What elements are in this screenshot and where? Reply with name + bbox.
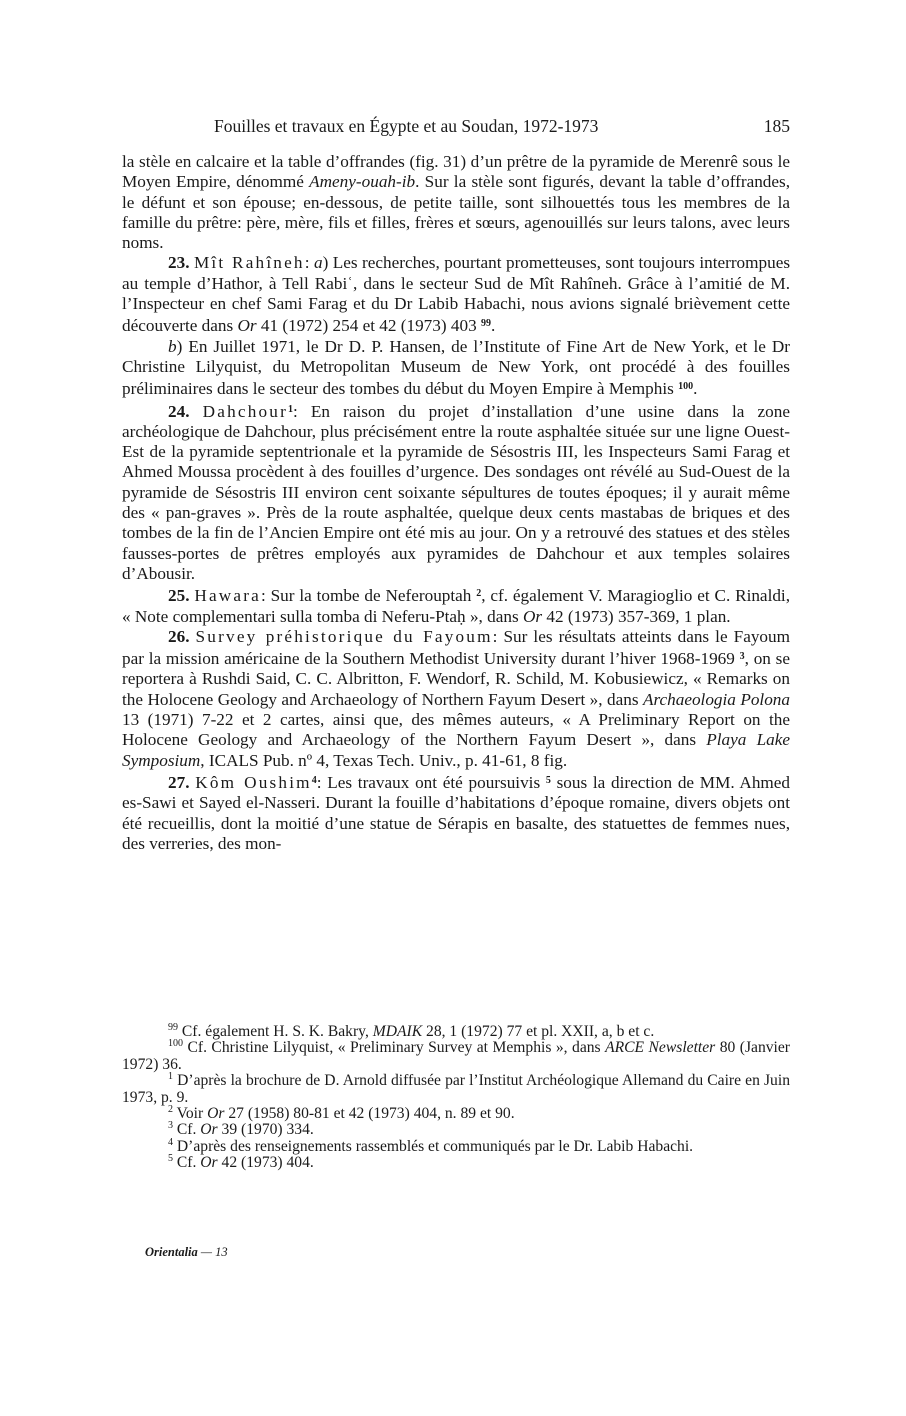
journal-title: Archaeologia Polona (642, 689, 790, 709)
text-run: Voir (173, 1105, 208, 1123)
text-run: 41 (1972) 254 et 42 (1973) 403 (256, 316, 481, 336)
footnote-100 (122, 1040, 790, 1073)
text-run: Cf. également H. S. K. Bakry, (178, 1023, 373, 1040)
footnote-ref: 99 (480, 318, 491, 330)
footnote-99 (122, 1024, 790, 1040)
site-name: Kôm Oushim (195, 772, 312, 792)
journal-abbrev: MDAIK (372, 1023, 423, 1040)
footnote-ref: 3 (739, 651, 745, 663)
footnote-4 (122, 1136, 790, 1155)
text-run: : (304, 253, 314, 273)
footnote-mark: 100 (168, 1038, 183, 1050)
section-23 (122, 253, 790, 336)
footnote-5 (122, 1155, 790, 1171)
section-23-b (122, 337, 790, 400)
text-run: . Sur la stèle sont figurés, devant la table d’offrandes, le défunt et son épouse; en-dessous, de petite taille, sont silhouettés tous les membres de la famille du prêtre: père, mère, fils et filles, frères et sœurs, agenouillés sur leurs talons, avec leurs noms. (122, 172, 790, 253)
text-run: 39 (1970) 334. (217, 1121, 314, 1139)
text-run: , on se reportera à Rushdi Said, C. C. Albritton, F. Wendorf, R. Schild, M. Kobusiewicz, « Remarks on the Holocene Geology and Archaeology of Northern Fayum Desert », dans (122, 649, 790, 709)
journal-abbrev: Or (200, 1121, 218, 1139)
text-run: . (693, 379, 698, 399)
signature-journal: Orientalia (145, 1245, 198, 1259)
journal-title: ARCE Newsletter (605, 1039, 716, 1057)
text-run: 27 (1958) 80-81 et 42 (1973) 404, n. 89 et 90. (224, 1105, 515, 1123)
footnotes (122, 1024, 790, 1172)
site-name: Dahchour (202, 401, 288, 421)
site-name: Hawara (194, 586, 261, 606)
text-run: 42 (1973) 357-369, 1 plan. (542, 606, 731, 626)
section-27 (122, 771, 790, 854)
text-run: : Les travaux ont été poursuivis (316, 772, 546, 792)
italic-name: Ameny-ouah-ib (309, 172, 416, 192)
site-name: Survey préhistorique du Fayoum (195, 626, 493, 646)
text-run: : Sur les résultats atteints dans le Fayoum par la mission américaine de la Southern Methodist University durant l’hiver 1968-1969 (122, 626, 790, 669)
site-name: Mît Rahîneh (193, 253, 305, 273)
footnote-1 (122, 1073, 790, 1106)
footnote-3 (122, 1122, 790, 1138)
section-number: 27. (168, 772, 190, 792)
text-run: 13 (1971) 7-22 et 2 cartes, ainsi que, des mêmes auteurs, « A Preliminary Report on the Holocene Geology and Archaeology of the Northern Fayum Desert », dans (122, 710, 790, 750)
journal-abbrev: Or (200, 1154, 218, 1172)
text-run: Cf. (173, 1154, 201, 1172)
text-run: sous la direction de MM. Ahmed es-Sawi et Sayed el-Nasseri. Durant la fouille d’habitations d’époque romaine, divers objets ont été recueillis, dont la moitié d’une statue de Sérapis en basalte, des statuettes de femmes nues, des verreries, des mon- (122, 772, 791, 853)
text-run: , ICALS Pub. nº 4, Texas Tech. Univ., p. 41-61, 8 fig. (200, 750, 568, 770)
text-run: Cf. Christine Lilyquist, « Preliminary Survey at Memphis », dans (183, 1039, 606, 1057)
text-run: : Sur la tombe de Neferouptah (260, 586, 477, 606)
section-24 (122, 400, 790, 585)
page-number: 185 (763, 116, 790, 136)
section-number: 26. (168, 626, 190, 646)
section-number: 23. (168, 253, 190, 273)
section-26 (122, 627, 790, 771)
section-25 (122, 584, 790, 627)
text-run: la stèle en calcaire et la table d’offrandes (fig. 31) d’un prêtre de la pyramide de Merenrê sous le Moyen Empire, dénommé (122, 152, 790, 192)
footnote-ref: 2 (476, 588, 482, 600)
footnote-2 (122, 1106, 790, 1122)
text-run: . (490, 316, 496, 336)
item-letter: a (313, 253, 323, 273)
footnote-mark: 99 (168, 1022, 178, 1033)
text-run: 80 (Janvier 1972) 36. (122, 1039, 790, 1073)
running-header (122, 116, 790, 140)
signature-number: — 13 (197, 1245, 228, 1259)
text-run: D’après la brochure de D. Arnold diffusée par l’Institut Archéologique Allemand du Caire en Juin 1973, p. 9. (122, 1072, 790, 1106)
paragraph-continuation (122, 152, 790, 253)
footnote-ref: 4 (311, 774, 317, 786)
footnote-ref: 5 (545, 774, 551, 786)
text-run: , cf. également V. Maragioglio et C. Rinaldi, « Note complementari sulla tomba di Neferu-Ptaḥ », dans (122, 586, 791, 626)
section-number: 24. (168, 401, 190, 421)
footnote-mark: 3 (168, 1120, 173, 1132)
journal-abbrev: Or (207, 1105, 225, 1123)
main-text (122, 152, 790, 854)
text-run: ) En Juillet 1971, le Dr D. P. Hansen, de l’Institute of Fine Art de New York, et le Dr Christine Lilyquist, du Metropolitan Museum de New York, ont procédé à des fouilles préliminaires dans le secteur des tombes du début du Moyen Empire à Memphis (122, 336, 790, 399)
section-number: 25. (168, 586, 190, 606)
footnote-ref: 1 (288, 403, 293, 415)
footnote-mark: 1 (168, 1071, 173, 1083)
text-run: 42 (1973) 404. (217, 1154, 314, 1172)
text-run: ) Les recherches, pourtant prometteuses, sont toujours interrompues au temple d’Hathor, à Tell Rabiʿ, dans le secteur Sud de Mît Rahîneh. Grâce à l’amitié de M. l’Inspecteur en chef Sami Farag et du Dr Labib Habachi, nous avions signalé brièvement cette découverte dans (122, 253, 791, 336)
text-run: Cf. (173, 1121, 201, 1139)
footnote-mark: 4 (168, 1136, 173, 1148)
journal-abbrev: Or (237, 316, 257, 336)
footnote-mark: 5 (168, 1153, 173, 1165)
running-title: Fouilles et travaux en Égypte et au Soudan, 1972-1973 (214, 116, 599, 136)
item-letter: b (168, 336, 177, 356)
journal-abbrev: Or (522, 606, 543, 626)
text-run: 28, 1 (1972) 77 et pl. XXII, a, b et c. (422, 1023, 655, 1040)
text-run: : En raison du projet d’installation d’une usine dans la zone archéologique de Dahchour, plus précisément entre la route asphaltée située sur une ligne Ouest-Est de la pyramide septentrionale et la pyramide de Sésostris III, les Inspecteurs Sami Farag et Ahmed Moussa procèdent à des fouilles d’urgence. Des sondages ont révélé au Sud-Ouest de la pyramide de Sésostris III environ cent soixante sépultures de toutes époques; il y aurait même des « pan-graves ». Près de la route asphaltée, quelque deux cents mastabas de briques et des tombes de la fin de l’Ancien Empire ont été mis au jour. On y a retrouvé des statues et des stèles fausses-portes de prêtres employés aux pyramides de Dahchour et aux temples solaires d’Abousir. (122, 401, 790, 583)
footnote-mark: 2 (168, 1104, 173, 1116)
text-run: D’après des renseignements rassemblés et communiqués par le Dr. Labib Habachi. (173, 1137, 694, 1155)
printer-signature (145, 1245, 228, 1260)
publication-title: Playa Lake Symposium (122, 730, 790, 770)
footnote-ref: 100 (678, 381, 694, 393)
